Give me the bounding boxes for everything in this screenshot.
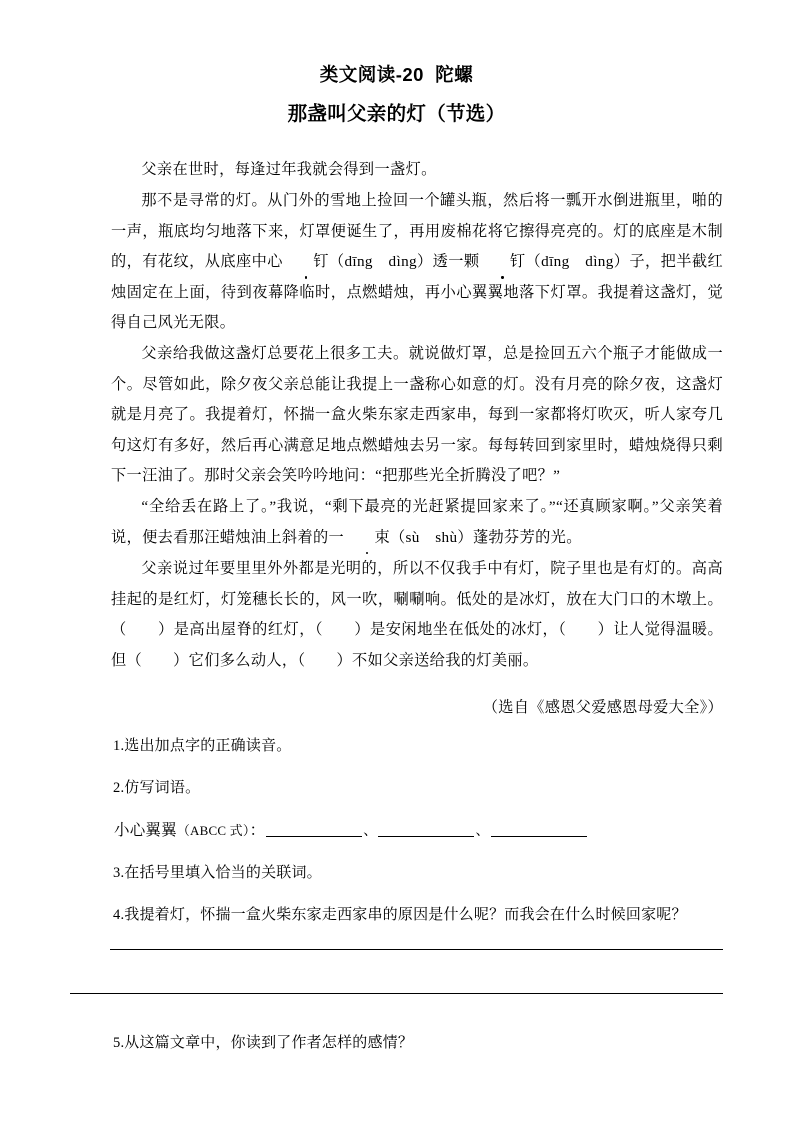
fill-in-word: 小心翼翼 bbox=[114, 822, 177, 839]
answer-blank-1[interactable] bbox=[266, 822, 362, 837]
question-item-1 bbox=[113, 735, 291, 757]
emphasis-dot-character: 钉 bbox=[283, 247, 329, 277]
passage-paragraph: 父亲给我做这盏灯总要花上很多工夫。就说做灯罩，总是捡回五六个瓶子才能做成一个。尽管如此，除夕夜父亲总能让我提上一盏称心如意的灯。没有月亮的除夕夜，这盏灯就是月亮了。我提着灯，怀揣一盒火柴东家走西家串，每到一家都将灯吹灭，听人家夸几句这灯有多好，然后再心满意足地点燃蜡烛去另一家。每每转回到家里时，蜡烛烧得只剩下一汪油了。那时父亲会笑吟吟地问：“把那些光全折腾没了吧？” bbox=[111, 345, 723, 485]
emphasis-dot-character: 束 bbox=[344, 523, 390, 553]
answer-rule-upper bbox=[110, 949, 723, 950]
question-text: 仿写词语。 bbox=[124, 779, 201, 796]
question-item-4 bbox=[113, 904, 687, 926]
question-item-3 bbox=[113, 862, 322, 884]
answer-blank-2[interactable] bbox=[378, 822, 474, 837]
source-attribution: （选自《感恩父爱感恩母爱大全》） bbox=[482, 699, 723, 716]
passage-paragraph: 父亲说过年要里里外外都是光明的，所以不仅我手中有灯，院子里也是有灯的。高高挂起的是红灯，灯笼穗长长的，风一吹，唰唰响。低处的是冰灯，放在大门口的木墩上。（ ）是高出屋脊的红灯，（ ）是安闲地坐在低处的冰灯，（ ）让人觉得温暖。但（ ）它们多么动人，（ ）不如父亲送给我的灯美丽。 bbox=[111, 560, 723, 669]
page-title: 类文阅读-20 陀螺 bbox=[319, 64, 474, 85]
question-text: 我提着灯，怀揣一盒火柴东家走西家串的原因是什么呢？而我会在什么时候回家呢？ bbox=[124, 906, 687, 923]
fill-in-row bbox=[114, 819, 588, 842]
passage-subtitle: 那盏叫父亲的灯（节选） bbox=[287, 103, 506, 125]
question-text: 选出加点字的正确读音。 bbox=[124, 737, 292, 754]
question-number: 2. bbox=[113, 780, 125, 796]
question-number: 5. bbox=[113, 1035, 125, 1051]
passage-paragraph: 父亲在世时，每逢过年我就会得到一盏灯。 bbox=[141, 161, 437, 178]
blank-separator: 、 bbox=[363, 822, 378, 838]
question-text: 从这篇文章中，你读到了作者怎样的感情？ bbox=[124, 1034, 414, 1051]
question-text: 在括号里填入恰当的关联词。 bbox=[124, 864, 322, 881]
passage-paragraph: 那不是寻常的灯。从门外的雪地上捡回一个罐头瓶，然后将一瓢开水倒进瓶里，啪的一声，瓶底均匀地落下来，灯罩便诞生了，再用废棉花将它擦得亮亮的。灯的底座是木制的，有花纹，从底座中心 钉（dīng dìng）透一颗 钉（dīng dìng）子，把半截红烛固定在上面，待到夜幕降临时，点燃蜡烛，再小心翼翼地落下灯罩。我提着这盏灯，觉得自己风光无限。 bbox=[111, 192, 723, 332]
answer-rule-lower bbox=[70, 993, 723, 994]
question-number: 3. bbox=[113, 865, 125, 881]
question-item-2 bbox=[113, 777, 200, 799]
question-number: 4. bbox=[113, 907, 125, 923]
fill-in-colon: ： bbox=[249, 822, 266, 839]
blank-separator: 、 bbox=[475, 822, 490, 838]
passage-paragraph: “全给丢在路上了。”我说，“剩下最亮的光赶紧提回家来了。”“还真顾家啊。”父亲笑着说，便去看那汪蜡烛油上斜着的一 束（sù shù）蓬勃芬芳的光。 bbox=[111, 492, 723, 553]
fill-in-pattern: （ABCC 式） bbox=[176, 823, 250, 838]
question-number: 1. bbox=[113, 738, 125, 754]
question-item-5 bbox=[113, 1032, 413, 1054]
reading-passage bbox=[111, 155, 723, 676]
emphasis-dot-character: 钉 bbox=[480, 247, 526, 277]
answer-blank-3[interactable] bbox=[491, 822, 587, 837]
